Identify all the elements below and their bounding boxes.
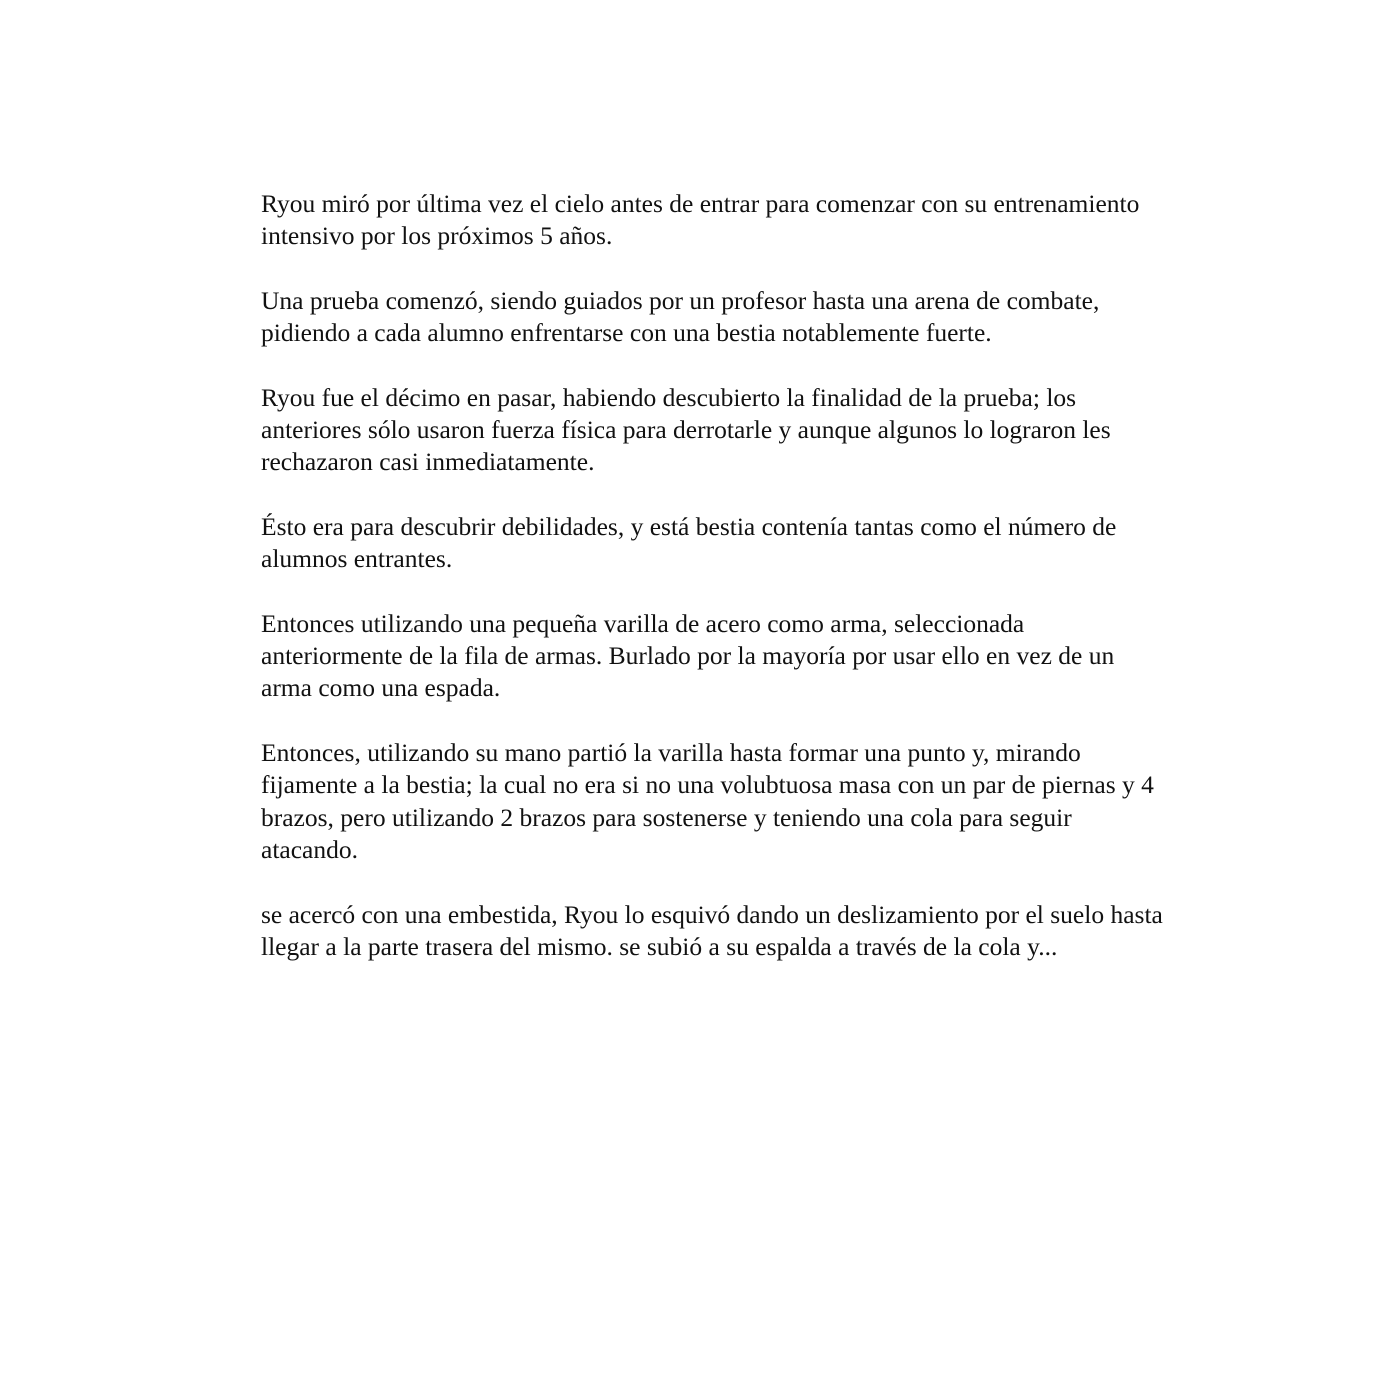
paragraph-7: se acercó con una embestida, Ryou lo esquivó dando un deslizamiento por el suelo hasta llegar a la parte trasera del mismo. se subió a su espalda a través de la cola y... — [261, 899, 1163, 961]
paragraph-1: Ryou miró por última vez el cielo antes de entrar para comenzar con su entrenamiento intensivo por los próximos 5 años. — [261, 189, 1140, 251]
paragraph-3: Ryou fue el décimo en pasar, habiendo descubierto la finalidad de la prueba; los anteriores sólo usaron fuerza física para derrotarle y aunque algunos lo lograron les rechazaron casi inmediatamente. — [261, 382, 1111, 477]
paragraph-2: Una prueba comenzó, siendo guiados por un profesor hasta una arena de combate, pidiendo a cada alumno enfrentarse con una bestia notablemente fuerte. — [261, 285, 1100, 348]
document-page — [261, 188, 1171, 963]
paragraph-6: Entonces, utilizando su mano partió la varilla hasta formar una punto y, mirando fijamente a la bestia; la cual no era si no una volubtuosa masa con un par de piernas y 4 brazos, pero utilizando 2 brazos para sostenerse y teniendo una cola para seguir atacando. — [261, 738, 1154, 864]
paragraph-5: Entonces utilizando una pequeña varilla de acero como arma, seleccionada anteriormente de la fila de armas. Burlado por la mayoría por usar ello en vez de un arma como una espada. — [261, 608, 1115, 703]
paragraph-4: Ésto era para descubrir debilidades, y está bestia contenía tantas como el número de alumnos entrantes. — [261, 511, 1117, 574]
